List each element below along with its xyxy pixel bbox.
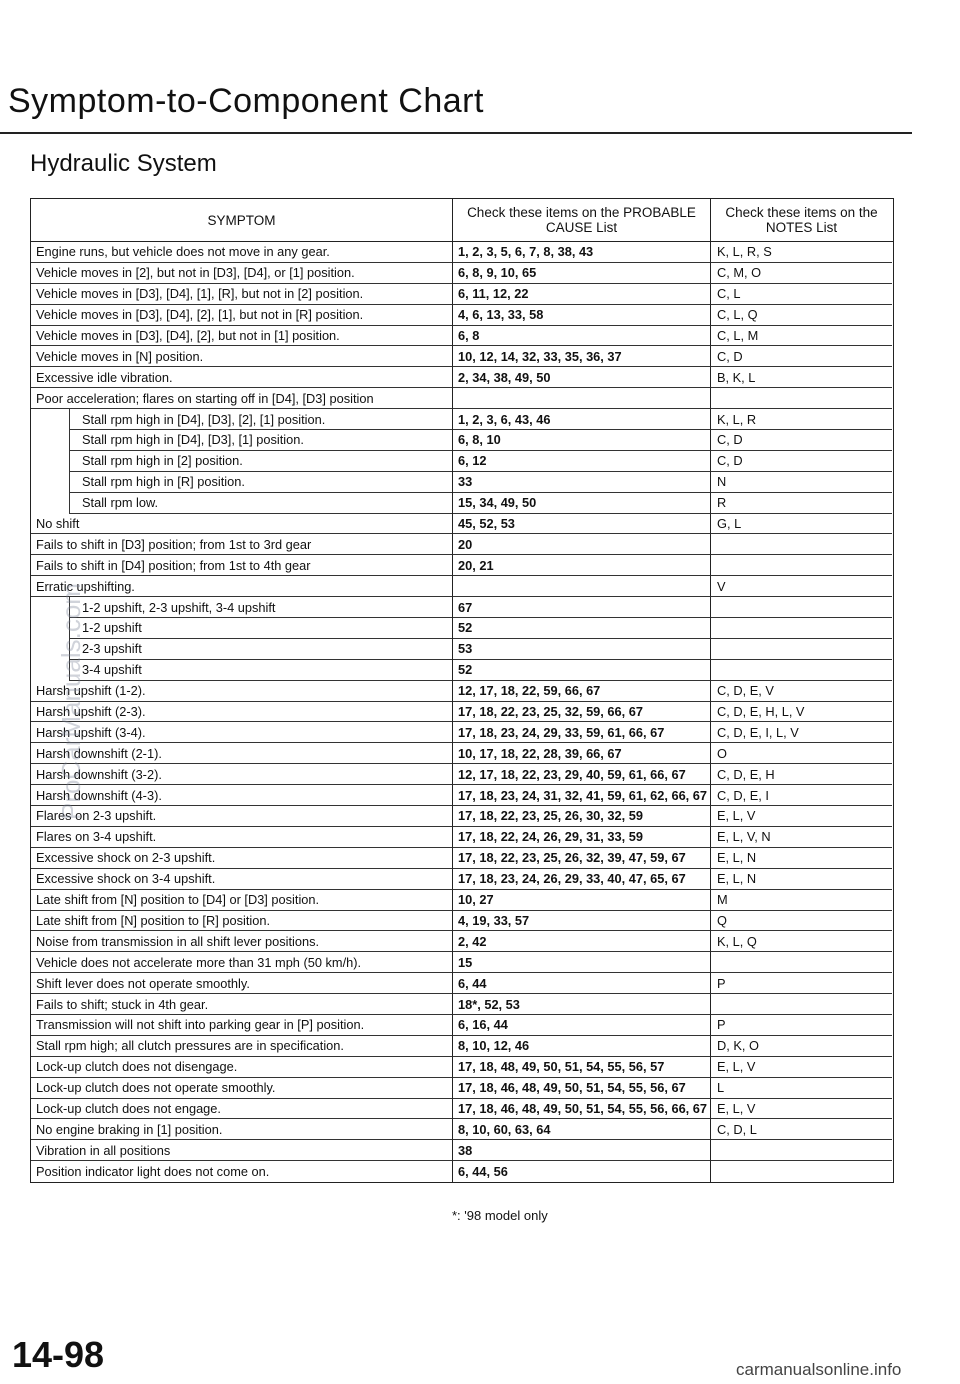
symptom-cell bbox=[31, 305, 453, 326]
symptom-cell bbox=[31, 911, 453, 932]
notes-cell: C, L, Q bbox=[711, 305, 892, 326]
symptom-cell bbox=[31, 1078, 453, 1099]
probable-cause-cell: 6, 12 bbox=[453, 451, 711, 472]
table-row bbox=[31, 911, 893, 932]
symptom-text: Erratic upshifting. bbox=[36, 578, 135, 594]
notes-cell bbox=[711, 388, 892, 409]
symptom-cell bbox=[31, 1099, 453, 1120]
notes-cell: V bbox=[711, 576, 892, 597]
probable-cause-cell: 6, 44, 56 bbox=[453, 1161, 711, 1182]
table-row bbox=[31, 827, 893, 848]
symptom-cell bbox=[31, 430, 453, 451]
header-notes: Check these items on the NOTES List bbox=[725, 205, 878, 235]
notes-cell bbox=[711, 618, 892, 639]
notes-cell: M bbox=[711, 890, 892, 911]
notes-cell: L bbox=[711, 1078, 892, 1099]
probable-cause-cell: 6, 8, 9, 10, 65 bbox=[453, 263, 711, 284]
symptom-text: Stall rpm high; all clutch pressures are in specification. bbox=[36, 1038, 344, 1054]
table-row bbox=[31, 514, 893, 535]
symptom-cell bbox=[31, 242, 453, 263]
notes-cell: E, L, N bbox=[711, 869, 892, 890]
notes-cell bbox=[711, 952, 892, 973]
notes-cell: G, L bbox=[711, 514, 892, 535]
probable-cause-cell: 6, 8, 10 bbox=[453, 430, 711, 451]
probable-cause-cell bbox=[453, 388, 711, 409]
notes-cell: C, D, E, I, L, V bbox=[711, 722, 892, 743]
probable-cause-cell: 6, 11, 12, 22 bbox=[453, 284, 711, 305]
probable-cause-cell: 2, 34, 38, 49, 50 bbox=[453, 367, 711, 388]
notes-cell: C, D, E, H bbox=[711, 764, 892, 785]
table-row bbox=[31, 367, 893, 388]
table-row bbox=[31, 890, 893, 911]
probable-cause-cell bbox=[453, 576, 711, 597]
symptom-cell bbox=[31, 284, 453, 305]
notes-cell bbox=[711, 994, 892, 1015]
table-row bbox=[31, 284, 893, 305]
page-number: 14-98 bbox=[12, 1334, 105, 1375]
symptom-text: Vehicle moves in [D3], [D4], [1], [R], but not in [2] position. bbox=[36, 286, 364, 302]
notes-cell: C, M, O bbox=[711, 263, 892, 284]
symptom-cell bbox=[31, 764, 453, 785]
symptom-cell bbox=[31, 1119, 453, 1140]
symptom-cell bbox=[31, 994, 453, 1015]
probable-cause-cell: 12, 17, 18, 22, 23, 29, 40, 59, 61, 66, 67 bbox=[453, 764, 711, 785]
table-row bbox=[31, 1078, 893, 1099]
symptom-text: 1-2 upshift bbox=[69, 618, 452, 639]
symptom-cell bbox=[31, 1057, 453, 1078]
symptom-text: Stall rpm low. bbox=[69, 493, 452, 514]
symptom-cell bbox=[31, 514, 453, 535]
symptom-text: Harsh upshift (2-3). bbox=[36, 704, 146, 720]
table-row bbox=[31, 388, 893, 409]
probable-cause-cell: 1, 2, 3, 6, 43, 46 bbox=[453, 409, 711, 430]
symptom-text: Position indicator light does not come on. bbox=[36, 1164, 270, 1180]
notes-cell: P bbox=[711, 1015, 892, 1036]
page-title: Symptom-to-Component Chart bbox=[8, 82, 484, 120]
symptom-text: Stall rpm high in [D4], [D3], [2], [1] position. bbox=[69, 409, 452, 430]
probable-cause-cell: 17, 18, 22, 23, 25, 32, 59, 66, 67 bbox=[453, 702, 711, 723]
symptom-text: Harsh downshift (4-3). bbox=[36, 787, 162, 803]
probable-cause-cell: 15 bbox=[453, 952, 711, 973]
notes-cell: D, K, O bbox=[711, 1036, 892, 1057]
probable-cause-cell: 17, 18, 48, 49, 50, 51, 54, 55, 56, 57 bbox=[453, 1057, 711, 1078]
notes-cell: C, D, E, H, L, V bbox=[711, 702, 892, 723]
symptom-text: 1-2 upshift, 2-3 upshift, 3-4 upshift bbox=[69, 597, 452, 618]
notes-cell: C, L bbox=[711, 284, 892, 305]
notes-cell: B, K, L bbox=[711, 367, 892, 388]
symptom-text: Vibration in all positions bbox=[36, 1142, 171, 1158]
notes-cell bbox=[711, 534, 892, 555]
probable-cause-cell: 17, 18, 46, 48, 49, 50, 51, 54, 55, 56, 66, 67 bbox=[453, 1099, 711, 1120]
table-row bbox=[31, 493, 893, 514]
symptom-cell bbox=[31, 326, 453, 347]
symptom-cell bbox=[31, 618, 453, 639]
symptom-text: Vehicle moves in [D3], [D4], [2], but not in [1] position. bbox=[36, 328, 340, 343]
notes-cell: K, L, R bbox=[711, 409, 892, 430]
symptom-cell bbox=[31, 388, 453, 409]
symptom-cell bbox=[31, 409, 453, 430]
symptom-cell bbox=[31, 367, 453, 388]
table-row bbox=[31, 681, 893, 702]
table-row bbox=[31, 869, 893, 890]
table-row bbox=[31, 472, 893, 493]
symptom-cell bbox=[31, 472, 453, 493]
probable-cause-cell: 10, 27 bbox=[453, 890, 711, 911]
table-row bbox=[31, 555, 893, 576]
probable-cause-cell: 17, 18, 22, 23, 25, 26, 30, 32, 59 bbox=[453, 806, 711, 827]
table-row bbox=[31, 639, 893, 660]
symptom-text: Lock-up clutch does not engage. bbox=[36, 1100, 221, 1116]
symptom-text: Excessive shock on 2-3 upshift. bbox=[36, 850, 216, 866]
table-row bbox=[31, 994, 893, 1015]
symptom-table bbox=[30, 198, 894, 1183]
symptom-cell bbox=[31, 1161, 453, 1182]
notes-cell bbox=[711, 1161, 892, 1182]
notes-cell: E, L, V bbox=[711, 806, 892, 827]
symptom-cell bbox=[31, 660, 453, 681]
notes-cell bbox=[711, 555, 892, 576]
probable-cause-cell: 10, 12, 14, 32, 33, 35, 36, 37 bbox=[453, 346, 711, 367]
probable-cause-cell: 17, 18, 46, 48, 49, 50, 51, 54, 55, 56, 67 bbox=[453, 1078, 711, 1099]
symptom-text: No engine braking in [1] position. bbox=[36, 1121, 223, 1137]
table-body bbox=[31, 242, 893, 1182]
notes-cell: C, D bbox=[711, 451, 892, 472]
symptom-text: Vehicle moves in [N] position. bbox=[36, 348, 204, 364]
symptom-text: Poor acceleration; flares on starting off in [D4], [D3] position bbox=[36, 390, 374, 406]
symptom-cell bbox=[31, 869, 453, 890]
symptom-cell bbox=[31, 1036, 453, 1057]
probable-cause-cell: 17, 18, 23, 24, 26, 29, 33, 40, 47, 65, 67 bbox=[453, 869, 711, 890]
notes-cell: O bbox=[711, 743, 892, 764]
symptom-cell bbox=[31, 576, 453, 597]
table-row bbox=[31, 597, 893, 618]
table-row bbox=[31, 263, 893, 284]
notes-cell: R bbox=[711, 493, 892, 514]
probable-cause-cell: 12, 17, 18, 22, 59, 66, 67 bbox=[453, 681, 711, 702]
probable-cause-cell: 6, 16, 44 bbox=[453, 1015, 711, 1036]
table-row bbox=[31, 1057, 893, 1078]
notes-cell: E, L, N bbox=[711, 848, 892, 869]
table-row bbox=[31, 409, 893, 430]
probable-cause-cell: 1, 2, 3, 5, 6, 7, 8, 38, 43 bbox=[453, 242, 711, 263]
symptom-cell bbox=[31, 890, 453, 911]
probable-cause-cell: 17, 18, 22, 24, 26, 29, 31, 33, 59 bbox=[453, 827, 711, 848]
probable-cause-cell: 20, 21 bbox=[453, 555, 711, 576]
table-row bbox=[31, 1140, 893, 1161]
probable-cause-cell: 10, 17, 18, 22, 28, 39, 66, 67 bbox=[453, 743, 711, 764]
symptom-text: Noise from transmission in all shift lever positions. bbox=[36, 933, 320, 949]
probable-cause-cell: 17, 18, 23, 24, 29, 33, 59, 61, 66, 67 bbox=[453, 722, 711, 743]
symptom-text: Late shift from [N] position to [R] position. bbox=[36, 912, 271, 928]
symptom-cell bbox=[31, 534, 453, 555]
table-row bbox=[31, 722, 893, 743]
notes-cell bbox=[711, 639, 892, 660]
symptom-cell bbox=[31, 702, 453, 723]
symptom-cell bbox=[31, 806, 453, 827]
footnote: *: '98 model only bbox=[452, 1208, 548, 1223]
symptom-text: Shift lever does not operate smoothly. bbox=[36, 975, 250, 991]
symptom-text: No shift bbox=[36, 516, 80, 532]
probable-cause-cell: 2, 42 bbox=[453, 931, 711, 952]
notes-cell: P bbox=[711, 973, 892, 994]
symptom-cell bbox=[31, 493, 453, 514]
symptom-text: Fails to shift; stuck in 4th gear. bbox=[36, 996, 209, 1012]
symptom-text: Late shift from [N] position to [D4] or [D3] position. bbox=[36, 892, 320, 908]
symptom-cell bbox=[31, 973, 453, 994]
probable-cause-cell: 52 bbox=[453, 618, 711, 639]
symptom-text: 3-4 upshift bbox=[69, 660, 452, 681]
notes-cell: N bbox=[711, 472, 892, 493]
header-probable-cause: Check these items on the PROBABLE CAUSE List bbox=[453, 199, 711, 241]
table-row bbox=[31, 764, 893, 785]
symptom-cell bbox=[31, 681, 453, 702]
symptom-cell bbox=[31, 931, 453, 952]
probable-cause-cell: 8, 10, 12, 46 bbox=[453, 1036, 711, 1057]
symptom-cell bbox=[31, 785, 453, 806]
watermark: ProCarManuals.com bbox=[56, 583, 86, 820]
table-row bbox=[31, 743, 893, 764]
probable-cause-cell: 20 bbox=[453, 534, 711, 555]
symptom-text: Transmission will not shift into parking gear in [P] position. bbox=[36, 1017, 365, 1033]
table-row bbox=[31, 618, 893, 639]
probable-cause-cell: 4, 6, 13, 33, 58 bbox=[453, 305, 711, 326]
symptom-cell bbox=[31, 952, 453, 973]
table-row bbox=[31, 451, 893, 472]
probable-cause-cell: 17, 18, 22, 23, 25, 26, 32, 39, 47, 59, 67 bbox=[453, 848, 711, 869]
table-row bbox=[31, 806, 893, 827]
notes-cell bbox=[711, 660, 892, 681]
table-row bbox=[31, 1036, 893, 1057]
table-row bbox=[31, 305, 893, 326]
table-row bbox=[31, 931, 893, 952]
symptom-text: Fails to shift in [D4] position; from 1st to 4th gear bbox=[36, 557, 311, 573]
table-row bbox=[31, 242, 893, 263]
table-row bbox=[31, 660, 893, 681]
symptom-text: 2-3 upshift bbox=[69, 639, 452, 660]
symptom-text: Stall rpm high in [D4], [D3], [1] position. bbox=[69, 430, 452, 451]
table-row bbox=[31, 785, 893, 806]
probable-cause-cell: 6, 8 bbox=[453, 326, 711, 347]
symptom-cell bbox=[31, 346, 453, 367]
probable-cause-cell: 53 bbox=[453, 639, 711, 660]
notes-cell: C, D bbox=[711, 346, 892, 367]
header-symptom: SYMPTOM bbox=[31, 199, 453, 241]
probable-cause-cell: 17, 18, 23, 24, 31, 32, 41, 59, 61, 62, 66, 67 bbox=[453, 785, 711, 806]
symptom-cell bbox=[31, 263, 453, 284]
notes-cell: C, D bbox=[711, 430, 892, 451]
symptom-text: Stall rpm high in [2] position. bbox=[69, 451, 452, 472]
symptom-text: Harsh downshift (2-1). bbox=[36, 745, 162, 761]
notes-cell: E, L, V bbox=[711, 1099, 892, 1120]
symptom-cell bbox=[31, 639, 453, 660]
table-row bbox=[31, 1015, 893, 1036]
symptom-text: Flares on 3-4 upshift. bbox=[36, 829, 157, 845]
probable-cause-cell: 67 bbox=[453, 597, 711, 618]
notes-cell: C, D, E, V bbox=[711, 681, 892, 702]
symptom-text: Excessive idle vibration. bbox=[36, 369, 173, 385]
table-row bbox=[31, 576, 893, 597]
notes-cell: C, L, M bbox=[711, 326, 892, 347]
symptom-text: Excessive shock on 3-4 upshift. bbox=[36, 871, 216, 887]
table-row bbox=[31, 346, 893, 367]
table-row bbox=[31, 702, 893, 723]
symptom-text: Flares on 2-3 upshift. bbox=[36, 808, 157, 824]
symptom-text: Harsh upshift (1-2). bbox=[36, 683, 146, 699]
notes-cell: K, L, R, S bbox=[711, 242, 892, 263]
table-row bbox=[31, 430, 893, 451]
symptom-text: Lock-up clutch does not disengage. bbox=[36, 1059, 238, 1075]
symptom-text: Vehicle moves in [2], but not in [D3], [D4], or [1] position. bbox=[36, 265, 355, 281]
table-header bbox=[31, 199, 893, 242]
notes-cell bbox=[711, 1140, 892, 1161]
notes-cell: Q bbox=[711, 911, 892, 932]
symptom-text: Vehicle does not accelerate more than 31 mph (50 km/h). bbox=[36, 954, 362, 970]
symptom-text: Harsh upshift (3-4). bbox=[36, 724, 146, 740]
table-row bbox=[31, 848, 893, 869]
table-row bbox=[31, 1099, 893, 1120]
probable-cause-cell: 18*, 52, 53 bbox=[453, 994, 711, 1015]
symptom-cell bbox=[31, 597, 453, 618]
symptom-cell bbox=[31, 722, 453, 743]
symptom-text: Lock-up clutch does not operate smoothly. bbox=[36, 1080, 276, 1096]
probable-cause-cell: 33 bbox=[453, 472, 711, 493]
probable-cause-cell: 8, 10, 60, 63, 64 bbox=[453, 1119, 711, 1140]
symptom-cell bbox=[31, 555, 453, 576]
symptom-text: Stall rpm high in [R] position. bbox=[69, 472, 452, 493]
probable-cause-cell: 38 bbox=[453, 1140, 711, 1161]
symptom-cell bbox=[31, 1140, 453, 1161]
table-row bbox=[31, 1161, 893, 1182]
probable-cause-cell: 15, 34, 49, 50 bbox=[453, 493, 711, 514]
symptom-cell bbox=[31, 827, 453, 848]
table-row bbox=[31, 326, 893, 347]
symptom-cell bbox=[31, 1015, 453, 1036]
symptom-text: Vehicle moves in [D3], [D4], [2], [1], but not in [R] position. bbox=[36, 307, 364, 323]
site-label: carmanualsonline.info bbox=[736, 1360, 902, 1379]
table-row bbox=[31, 1119, 893, 1140]
symptom-text: Fails to shift in [D3] position; from 1st to 3rd gear bbox=[36, 536, 312, 552]
symptom-text: Engine runs, but vehicle does not move in any gear. bbox=[36, 244, 330, 260]
title-rule bbox=[0, 132, 912, 134]
table-row bbox=[31, 973, 893, 994]
probable-cause-cell: 45, 52, 53 bbox=[453, 514, 711, 535]
notes-cell: C, D, L bbox=[711, 1119, 892, 1140]
notes-cell: C, D, E, I bbox=[711, 785, 892, 806]
symptom-cell bbox=[31, 743, 453, 764]
probable-cause-cell: 6, 44 bbox=[453, 973, 711, 994]
symptom-text: Harsh downshift (3-2). bbox=[36, 766, 162, 782]
table-row bbox=[31, 952, 893, 973]
notes-cell: K, L, Q bbox=[711, 931, 892, 952]
notes-cell: E, L, V, N bbox=[711, 827, 892, 848]
probable-cause-cell: 52 bbox=[453, 660, 711, 681]
symptom-cell bbox=[31, 848, 453, 869]
symptom-cell bbox=[31, 451, 453, 472]
section-subtitle: Hydraulic System bbox=[30, 150, 217, 177]
probable-cause-cell: 4, 19, 33, 57 bbox=[453, 911, 711, 932]
notes-cell: E, L, V bbox=[711, 1057, 892, 1078]
notes-cell bbox=[711, 597, 892, 618]
table-row bbox=[31, 534, 893, 555]
